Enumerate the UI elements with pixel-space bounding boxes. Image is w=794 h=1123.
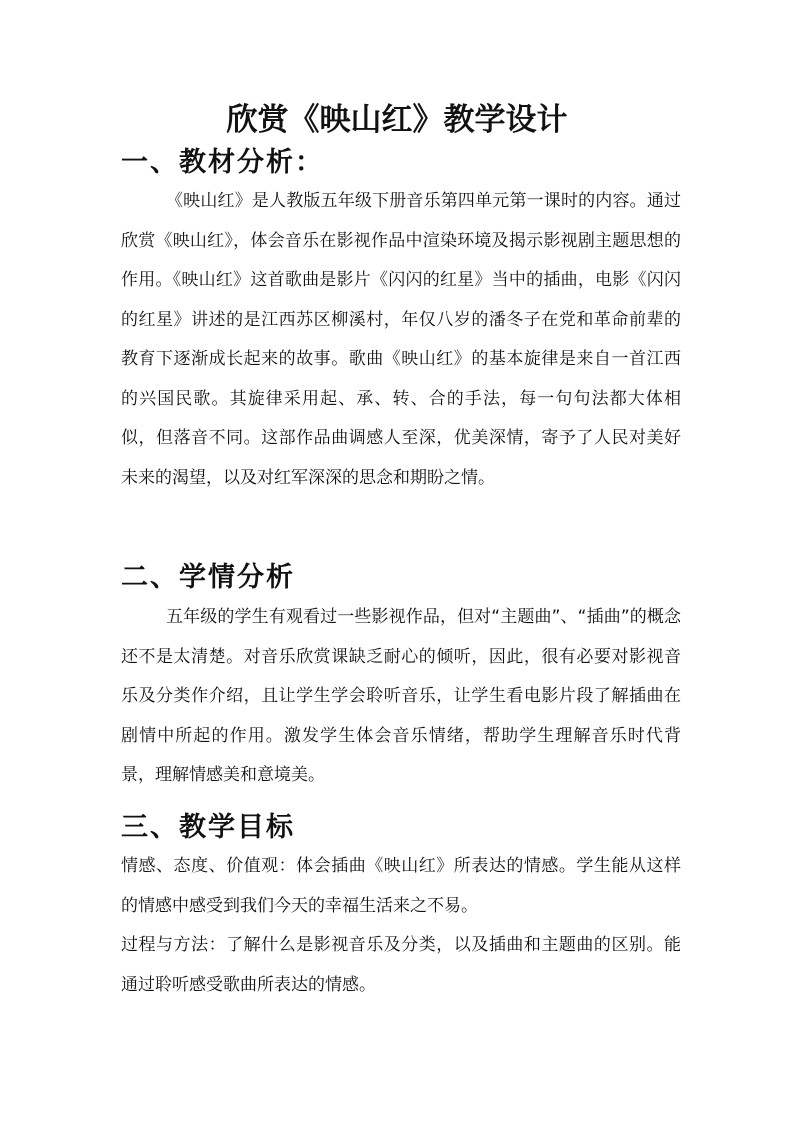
paragraph-goal-process: 过程与方法：了解什么是影视音乐及分类，以及插曲和主题曲的区别。能通过聆听感受歌曲所表达的情感。: [121, 935, 681, 995]
document-title: 欣赏《映山红》教学设计: [226, 102, 568, 138]
paragraph-goal-emotion: 情感、态度、价值观：体会插曲《映山红》所表达的情感。学生能从这样的情感中感受到我们今天的幸福生活来之不易。: [121, 856, 681, 916]
paragraph-student-analysis: 五年级的学生有观看过一些影视作品，但对“主题曲”、“插曲”的概念还不是太清楚。对音乐欣赏课缺乏耐心的倾听，因此，很有必要对影视音乐及分类作介绍，且让学生学会聆听音乐，让学生看电影片段了解插曲在剧情中所起的作用。激发学生体会音乐情绪，帮助学生理解音乐时代背景，理解情感美和意境美。: [121, 607, 681, 785]
section-heading-teaching-goals: 三、教学目标: [121, 812, 295, 843]
section-heading-student-analysis: 二、学情分析: [121, 562, 295, 593]
paragraph-materials-analysis: 《映山红》是人教版五年级下册音乐第四单元第一课时的内容。通过欣赏《映山红》，体会音乐在影视作品中渲染环境及揭示影视剧主题思想的作用。《映山红》这首歌曲是影片《闪闪的红星》当中的插曲，电影《闪闪的红星》讲述的是江西苏区柳溪村，年仅八岁的潘冬子在党和革命前辈的教育下逐渐成长起来的故事。歌曲《映山红》的基本旋律是来自一首江西的兴国民歌。其旋律采用起、承、转、合的手法，每一句句法都大体相似，但落音不同。这部作品曲调感人至深，优美深情，寄予了人民对美好未来的渴望，以及对红军深深的思念和期盼之情。: [121, 191, 681, 488]
section-heading-materials: 一、教材分析：: [121, 147, 324, 178]
